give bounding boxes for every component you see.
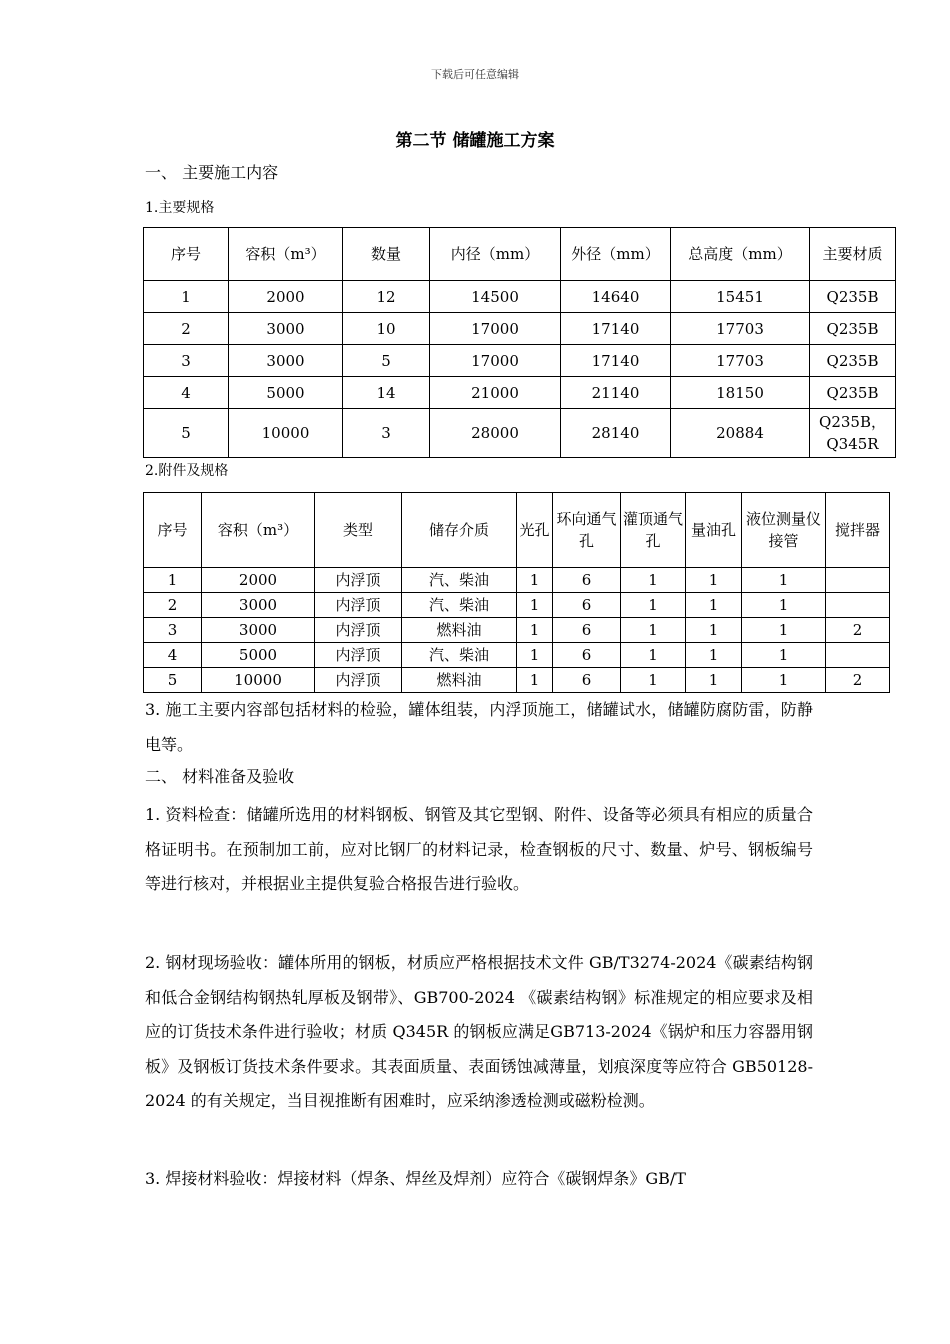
table-cell: 2 xyxy=(826,668,890,693)
table-header-cell: 容积（m³） xyxy=(202,493,315,568)
table-cell: 6 xyxy=(553,593,621,618)
table-cell xyxy=(826,568,890,593)
table-cell: 6 xyxy=(553,643,621,668)
table-cell: 1 xyxy=(742,643,826,668)
table-cell xyxy=(826,593,890,618)
table-header-cell: 数量 xyxy=(343,228,430,281)
main-specs-table xyxy=(143,227,896,458)
table-row xyxy=(144,668,890,693)
table-cell: 1 xyxy=(742,618,826,643)
table-cell: 1 xyxy=(686,668,742,693)
table-cell: Q235B xyxy=(810,313,896,345)
table-header-cell: 灌顶通气孔 xyxy=(621,493,686,568)
table-cell: 内浮顶 xyxy=(315,568,402,593)
table-cell: 1 xyxy=(621,593,686,618)
table-cell: Q235B xyxy=(810,345,896,377)
table-cell: 1 xyxy=(621,618,686,643)
table-cell: 10000 xyxy=(229,409,343,458)
table-cell: 6 xyxy=(553,618,621,643)
table-cell: 内浮顶 xyxy=(315,643,402,668)
table-cell: 1 xyxy=(517,593,553,618)
table-cell: 6 xyxy=(553,568,621,593)
table-cell: 4 xyxy=(144,643,202,668)
table-cell: 5000 xyxy=(229,377,343,409)
table-header-row xyxy=(144,228,896,281)
table-cell: 5 xyxy=(144,409,229,458)
table-cell: 1 xyxy=(517,643,553,668)
table-cell: 3000 xyxy=(229,345,343,377)
table-cell: 15451 xyxy=(671,281,810,313)
table-cell: 燃料油 xyxy=(402,668,517,693)
table-cell: 10 xyxy=(343,313,430,345)
table-cell: 17140 xyxy=(561,313,671,345)
table-cell: 14 xyxy=(343,377,430,409)
table-cell: 3000 xyxy=(202,593,315,618)
table-cell: 5 xyxy=(343,345,430,377)
table-cell: 1 xyxy=(517,618,553,643)
table-cell: 20884 xyxy=(671,409,810,458)
table-header-cell: 容积（m³） xyxy=(229,228,343,281)
table-cell: 14500 xyxy=(430,281,561,313)
table-header-cell: 外径（mm） xyxy=(561,228,671,281)
table-row xyxy=(144,618,890,643)
table-cell: 1 xyxy=(742,593,826,618)
section-heading-1: 一、 主要施工内容 xyxy=(145,163,279,182)
table-cell: 21140 xyxy=(561,377,671,409)
table-cell: 1 xyxy=(144,281,229,313)
table-cell: 1 xyxy=(621,568,686,593)
table-cell: 18150 xyxy=(671,377,810,409)
table-cell: 1 xyxy=(686,593,742,618)
table-cell: 5000 xyxy=(202,643,315,668)
paragraph-welding-material: 3. 焊接材料验收：焊接材料（焊条、焊丝及焊剂）应符合《碳钢焊条》GB/T xyxy=(145,1169,686,1188)
table-cell: 17703 xyxy=(671,345,810,377)
table-cell: 1 xyxy=(621,643,686,668)
table-cell: 2 xyxy=(144,593,202,618)
table-cell: 17000 xyxy=(430,345,561,377)
paragraph-construction-scope: 3. 施工主要内容部包括材料的检验，罐体组装，内浮顶施工，储罐试水，储罐防腐防雷，防静电等。 xyxy=(145,700,813,754)
table-cell: 12 xyxy=(343,281,430,313)
table-cell: 1 xyxy=(742,568,826,593)
table-row xyxy=(144,345,896,377)
table-cell: 1 xyxy=(742,668,826,693)
subheading-main-specs: 1.主要规格 xyxy=(145,200,215,216)
table-row xyxy=(144,377,896,409)
table-cell: 汽、柴油 xyxy=(402,568,517,593)
table-cell: 3 xyxy=(144,618,202,643)
table-header-cell: 主要材质 xyxy=(810,228,896,281)
table-cell: 2 xyxy=(144,313,229,345)
table-cell: 28140 xyxy=(561,409,671,458)
table-cell: 1 xyxy=(686,618,742,643)
table-cell: 4 xyxy=(144,377,229,409)
paragraph-document-check: 1. 资料检查：储罐所选用的材料钢板、钢管及其它型钢、附件、设备等必须具有相应的质量合格证明书。在预制加工前，应对比钢厂的材料记录，检查钢板的尺寸、数量、炉号、钢板编号等进行核对，并根据业主提供复验合格报告进行验收。 xyxy=(145,805,813,893)
table-header-cell: 序号 xyxy=(144,493,202,568)
table-cell: 1 xyxy=(686,643,742,668)
table-cell: 14640 xyxy=(561,281,671,313)
table-cell: 17703 xyxy=(671,313,810,345)
table-cell: 燃料油 xyxy=(402,618,517,643)
table-header-cell: 内径（mm） xyxy=(430,228,561,281)
table-row xyxy=(144,281,896,313)
table-cell: 2000 xyxy=(202,568,315,593)
table-cell: 2 xyxy=(826,618,890,643)
table-header-cell: 环向通气孔 xyxy=(553,493,621,568)
table-header-cell: 光孔 xyxy=(517,493,553,568)
table-row xyxy=(144,568,890,593)
table-cell: 1 xyxy=(686,568,742,593)
table-cell: 内浮顶 xyxy=(315,618,402,643)
table-cell: 10000 xyxy=(202,668,315,693)
table-cell: 3 xyxy=(144,345,229,377)
section-heading-2: 二、 材料准备及验收 xyxy=(145,767,295,786)
table-cell: 3000 xyxy=(229,313,343,345)
table-row xyxy=(144,313,896,345)
table-cell: Q235B xyxy=(810,377,896,409)
subheading-accessories: 2.附件及规格 xyxy=(145,463,229,479)
table-row xyxy=(144,593,890,618)
table-cell: 内浮顶 xyxy=(315,668,402,693)
table-cell: 汽、柴油 xyxy=(402,593,517,618)
table-cell: 3 xyxy=(343,409,430,458)
table-cell: 1 xyxy=(621,668,686,693)
table-cell: 5 xyxy=(144,668,202,693)
table-cell: 汽、柴油 xyxy=(402,643,517,668)
table-header-cell: 液位测量仪接管 xyxy=(742,493,826,568)
table-cell: 内浮顶 xyxy=(315,593,402,618)
table-cell: 21000 xyxy=(430,377,561,409)
table-cell: 3000 xyxy=(202,618,315,643)
table-cell: 6 xyxy=(553,668,621,693)
table-cell: 28000 xyxy=(430,409,561,458)
page-title: 第二节 储罐施工方案 xyxy=(395,131,555,151)
table-header-cell: 序号 xyxy=(144,228,229,281)
table-header-cell: 储存介质 xyxy=(402,493,517,568)
table-cell: Q235B xyxy=(810,281,896,313)
table-cell xyxy=(826,643,890,668)
table-header-cell: 类型 xyxy=(315,493,402,568)
paragraph-steel-acceptance: 2. 钢材现场验收：罐体所用的钢板，材质应严格根据技术文件 GB/T3274-2024《碳素结构钢和低合金钢结构钢热轧厚板及钢带》、GB700-2024 《碳素结构钢》标准规定的相应要求及相应的订货技术条件进行验收；材质 Q345R 的钢板应满足GB713-2024《锅炉和压力容器用钢板》及钢板订货技术条件要求。其表面质量、表面锈蚀减薄量，划痕深度等应符合 GB50128-2024 的有关规定，当目视推断有困难时，应采纳渗透检测或磁粉检测。 xyxy=(145,953,813,1110)
table-cell: 1 xyxy=(517,668,553,693)
table-cell: 1 xyxy=(144,568,202,593)
table-cell: 17140 xyxy=(561,345,671,377)
table-cell: 1 xyxy=(517,568,553,593)
table-header-cell: 总高度（mm） xyxy=(671,228,810,281)
table-header-row xyxy=(144,493,890,568)
table-header-cell: 量油孔 xyxy=(686,493,742,568)
header-note: 下载后可任意编辑 xyxy=(431,68,519,81)
accessories-table xyxy=(143,492,890,693)
table-cell: 17000 xyxy=(430,313,561,345)
table-cell: Q235B，Q345R xyxy=(810,409,896,458)
table-row xyxy=(144,409,896,458)
table-cell: 2000 xyxy=(229,281,343,313)
table-header-cell: 搅拌器 xyxy=(826,493,890,568)
table-row xyxy=(144,643,890,668)
